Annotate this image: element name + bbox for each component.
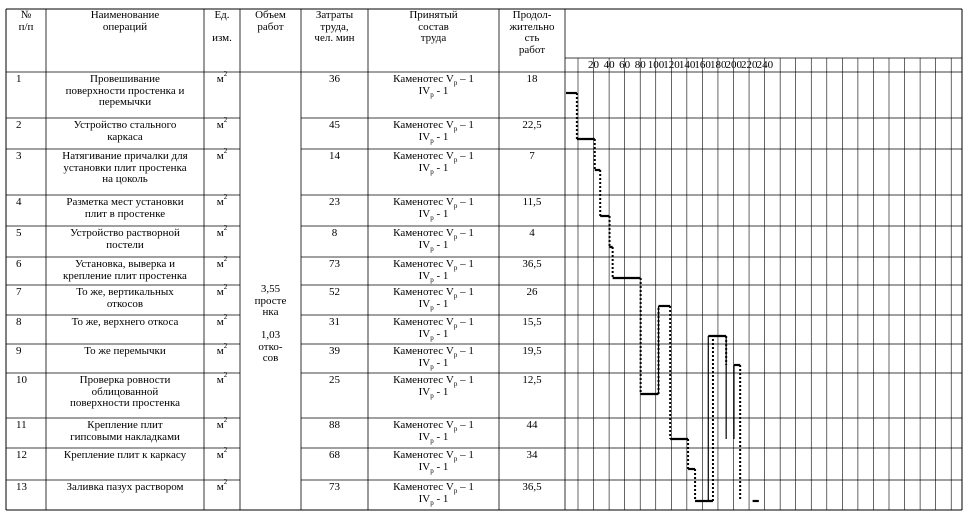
operation-name: Заливка пазух раствором [66, 481, 184, 493]
crew-line-2: $IV_р - 1$ [418, 238, 449, 253]
crew-line-2: $IV_р - 1$ [418, 161, 449, 176]
labor-cost: 8 [331, 227, 338, 239]
timeline-tick: 200 [725, 59, 742, 71]
unit-cell: м 2 [216, 147, 228, 162]
row-number: 1 [16, 73, 22, 85]
duration: 36,5 [522, 258, 542, 270]
timeline-tick: 180 [709, 59, 727, 71]
labor-cost: 73 [329, 258, 340, 270]
crew-line-1: Каменотес $V_р - 1$ [393, 196, 474, 211]
timeline-tick: 80 [634, 59, 646, 71]
row-number: 9 [16, 345, 22, 357]
timeline-tick: 140 [678, 59, 696, 71]
row-number: 11 [16, 419, 27, 431]
crew-cell [368, 420, 499, 443]
header-name: Наименование операций [90, 9, 160, 33]
duration: 44 [526, 419, 538, 431]
row-number: 5 [16, 227, 22, 239]
operation-name: Разметка мест установки плит в простенке [66, 196, 184, 220]
timeline-tick: 220 [741, 59, 758, 71]
crew-line-1: Каменотес $V_р - 1$ [393, 316, 474, 331]
timeline-tick: 240 [756, 59, 774, 71]
crew-line-2: $IV_р - 1$ [418, 84, 449, 99]
unit-base: м [216, 73, 224, 85]
duration: 15,5 [522, 316, 542, 328]
row-number: 13 [16, 481, 27, 493]
unit-base: м [216, 374, 224, 386]
crew-line-1: Каменотес $V_р - 1$ [393, 227, 474, 242]
unit-cell: м 2 [216, 371, 228, 386]
crew-cell [368, 197, 499, 220]
labor-cost: 25 [329, 374, 340, 386]
operation-name: Устройство растворной постели [70, 227, 180, 251]
unit-base: м [216, 196, 224, 208]
duration: 26 [526, 286, 538, 298]
labor-cost: 14 [329, 150, 340, 162]
operation-name: Устройство стального каркаса [73, 119, 177, 143]
row-number: 4 [16, 196, 22, 208]
duration: 11,5 [522, 196, 542, 208]
unit-base: м [216, 419, 224, 431]
crew-cell [368, 287, 499, 310]
header-labor: Затраты труда, чел. мин [314, 9, 355, 44]
labor-cost: 73 [329, 481, 340, 493]
crew-line-1: Каменотес $V_р - 1$ [393, 119, 474, 134]
operation-name: Проверка ровности облицованной поверхности простенка [69, 374, 181, 409]
crew-cell [368, 259, 499, 282]
duration: 7 [529, 150, 535, 162]
crew-line-2: $IV_р - 1$ [418, 356, 449, 371]
crew-line-2: $IV_р - 1$ [418, 207, 449, 222]
labor-cost: 31 [329, 316, 340, 328]
unit-cell: м 2 [216, 116, 228, 131]
unit-cell: м 2 [216, 342, 228, 357]
unit-base: м [216, 258, 224, 270]
row-number: 7 [16, 286, 22, 298]
unit-cell: м 2 [216, 70, 228, 85]
crew-cell [368, 346, 499, 369]
crew-line-2: $IV_р - 1$ [418, 327, 449, 342]
crew-line-1: Каменотес $V_р - 1$ [393, 481, 474, 496]
row-number: 6 [16, 258, 22, 270]
unit-base: м [216, 449, 224, 461]
unit-cell: м 2 [216, 446, 228, 461]
unit-base: м [216, 316, 224, 328]
timeline-tick: 120 [663, 59, 680, 71]
unit-cell: м 2 [216, 283, 228, 298]
crew-line-1: Каменотес $V_р - 1$ [393, 258, 474, 273]
crew-cell [368, 450, 499, 473]
operation-name: Установка, выверка и крепление плит простенка [63, 258, 187, 282]
unit-cell: м 2 [216, 255, 228, 270]
duration: 4 [529, 227, 535, 239]
crew-line-1: Каменотес $V_р - 1$ [393, 150, 474, 165]
labor-cost: 39 [329, 345, 340, 357]
unit-base: м [216, 481, 224, 493]
unit-base: м [216, 150, 224, 162]
unit-base: м [216, 227, 224, 239]
volume-cell: 3,55 просте нка 1,03 отко- сов [254, 283, 287, 364]
duration: 36,5 [522, 481, 542, 493]
unit-cell: м 2 [216, 193, 228, 208]
crew-line-1: Каменотес $V_р - 1$ [393, 73, 474, 88]
labor-cost: 52 [329, 286, 340, 298]
labor-cost: 68 [329, 449, 340, 461]
unit-base: м [216, 286, 224, 298]
row-number: 2 [16, 119, 22, 131]
unit-cell: м 2 [216, 313, 228, 328]
crew-line-2: $IV_р - 1$ [418, 297, 449, 312]
operation-name: То же перемычки [84, 345, 166, 357]
header-volume: Объем работ [255, 9, 286, 33]
crew-cell [368, 375, 499, 398]
labor-cost: 36 [329, 73, 340, 85]
operation-name: Крепление плит к каркасу [63, 449, 187, 461]
header-duration: Продол- жительно сть работ [509, 9, 555, 56]
unit-cell: м 2 [216, 224, 228, 239]
header-num: № п/п [18, 9, 34, 33]
crew-line-2: $IV_р - 1$ [418, 385, 449, 400]
operation-name: Натягивание причалки для установки плит простенка на цоколь [62, 150, 188, 185]
crew-line-2: $IV_р - 1$ [418, 492, 449, 507]
timeline-tick: 160 [694, 59, 711, 71]
duration: 18 [526, 73, 538, 85]
crew-line-2: $IV_р - 1$ [418, 430, 449, 445]
crew-line-2: $IV_р - 1$ [418, 460, 449, 475]
operation-name: Провешивание поверхности простенка и перемычки [65, 73, 185, 108]
labor-cost: 45 [329, 119, 340, 131]
crew-line-2: $IV_р - 1$ [418, 130, 449, 145]
unit-base: м [216, 345, 224, 357]
row-number: 8 [16, 316, 22, 328]
crew-cell [368, 482, 499, 505]
row-number: 3 [16, 150, 22, 162]
labor-cost: 23 [329, 196, 340, 208]
crew-line-1: Каменотес $V_р - 1$ [393, 286, 474, 301]
crew-line-2: $IV_р - 1$ [418, 269, 449, 284]
crew-cell [368, 120, 499, 143]
crew-line-1: Каменотес $V_р - 1$ [393, 345, 474, 360]
crew-line-1: Каменотес $V_р - 1$ [393, 374, 474, 389]
timeline-tick: 100 [647, 59, 665, 71]
unit-cell: м 2 [216, 416, 228, 431]
operation-name: То же, вертикальных откосов [76, 286, 174, 310]
row-number: 10 [16, 374, 27, 386]
crew-cell [368, 74, 499, 97]
operation-name: Крепление плит гипсовыми накладками [70, 419, 180, 443]
crew-cell [368, 228, 499, 251]
header-unit: Ед. изм. [212, 9, 232, 44]
duration: 22,5 [522, 119, 542, 131]
crew-cell [368, 317, 499, 340]
timeline-tick: 20 [588, 59, 600, 71]
unit-cell: м 2 [216, 478, 228, 493]
crew-cell [368, 151, 499, 174]
header-crew: Принятый состав труда [409, 9, 458, 44]
timeline-tick: 60 [619, 59, 631, 71]
timeline-tick: 40 [603, 59, 615, 71]
duration: 34 [526, 449, 538, 461]
crew-line-1: Каменотес $V_р - 1$ [393, 419, 474, 434]
crew-line-1: Каменотес $V_р - 1$ [393, 449, 474, 464]
labor-cost: 88 [329, 419, 340, 431]
row-number: 12 [16, 449, 27, 461]
duration: 12,5 [522, 374, 542, 386]
unit-base: м [216, 119, 224, 131]
duration: 19,5 [522, 345, 542, 357]
operation-name: То же, верхнего откоса [71, 316, 179, 328]
